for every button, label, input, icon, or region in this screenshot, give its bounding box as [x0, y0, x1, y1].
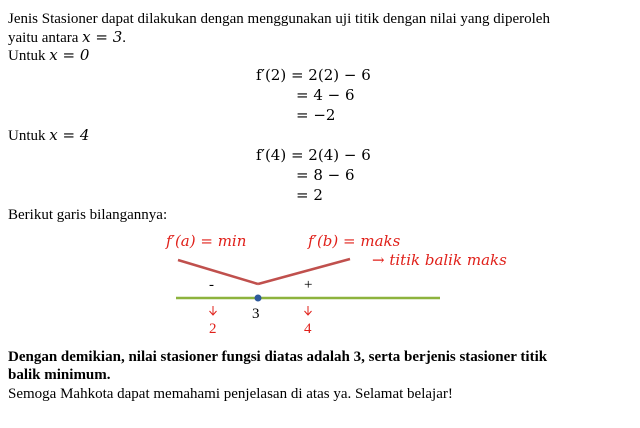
case2-equation-2: = 8 − 6	[296, 166, 355, 184]
intro-line-2-suffix: .	[122, 30, 126, 46]
right-annotation: f′(b) = maks	[308, 232, 401, 250]
critical-point-marker	[255, 295, 262, 302]
case2-label-math: x = 4	[49, 126, 90, 144]
closing-line: Semoga Mahkota dapat memahami penjelasan di atas ya. Selamat belajar!	[8, 386, 453, 402]
case1-label-prefix: Untuk	[8, 48, 50, 64]
left-test-value: 2	[209, 321, 217, 337]
left-annotation: f′(a) = min	[166, 232, 247, 250]
numberline-caption: Berikut garis bilangannya:	[8, 207, 168, 223]
case1-label-math: x = 0	[49, 46, 90, 64]
case2-label-prefix: Untuk	[8, 128, 50, 144]
right-test-value: 4	[304, 321, 312, 337]
intro-line-2-prefix: yaitu antara	[8, 30, 83, 46]
critical-point-label: 3	[252, 306, 260, 322]
case1-equation-1: f′(2) = 2(2) − 6	[256, 66, 371, 84]
case2-equation-1: f′(4) = 2(4) − 6	[256, 146, 371, 164]
case1-equation-2: = 4 − 6	[296, 86, 355, 104]
case2-equation-3: = 2	[296, 186, 323, 204]
maximum-arrow-annotation: → titik balik maks	[372, 251, 507, 269]
minus-sign: -	[209, 277, 214, 293]
intro-line-1: Jenis Stasioner dapat dilakukan dengan menggunakan uji titik dengan nilai yang diperoleh	[8, 11, 550, 27]
case1-equation-3: = −2	[296, 106, 336, 124]
plus-sign: +	[304, 277, 313, 293]
conclusion-line-1: Dengan demikian, nilai stasioner fungsi diatas adalah 3, serta berjenis stasioner titik	[8, 349, 548, 365]
conclusion-line-2: balik minimum.	[8, 367, 111, 383]
intro-line-2-math: x = 3	[82, 28, 123, 46]
left-bracket-stroke	[178, 260, 258, 284]
